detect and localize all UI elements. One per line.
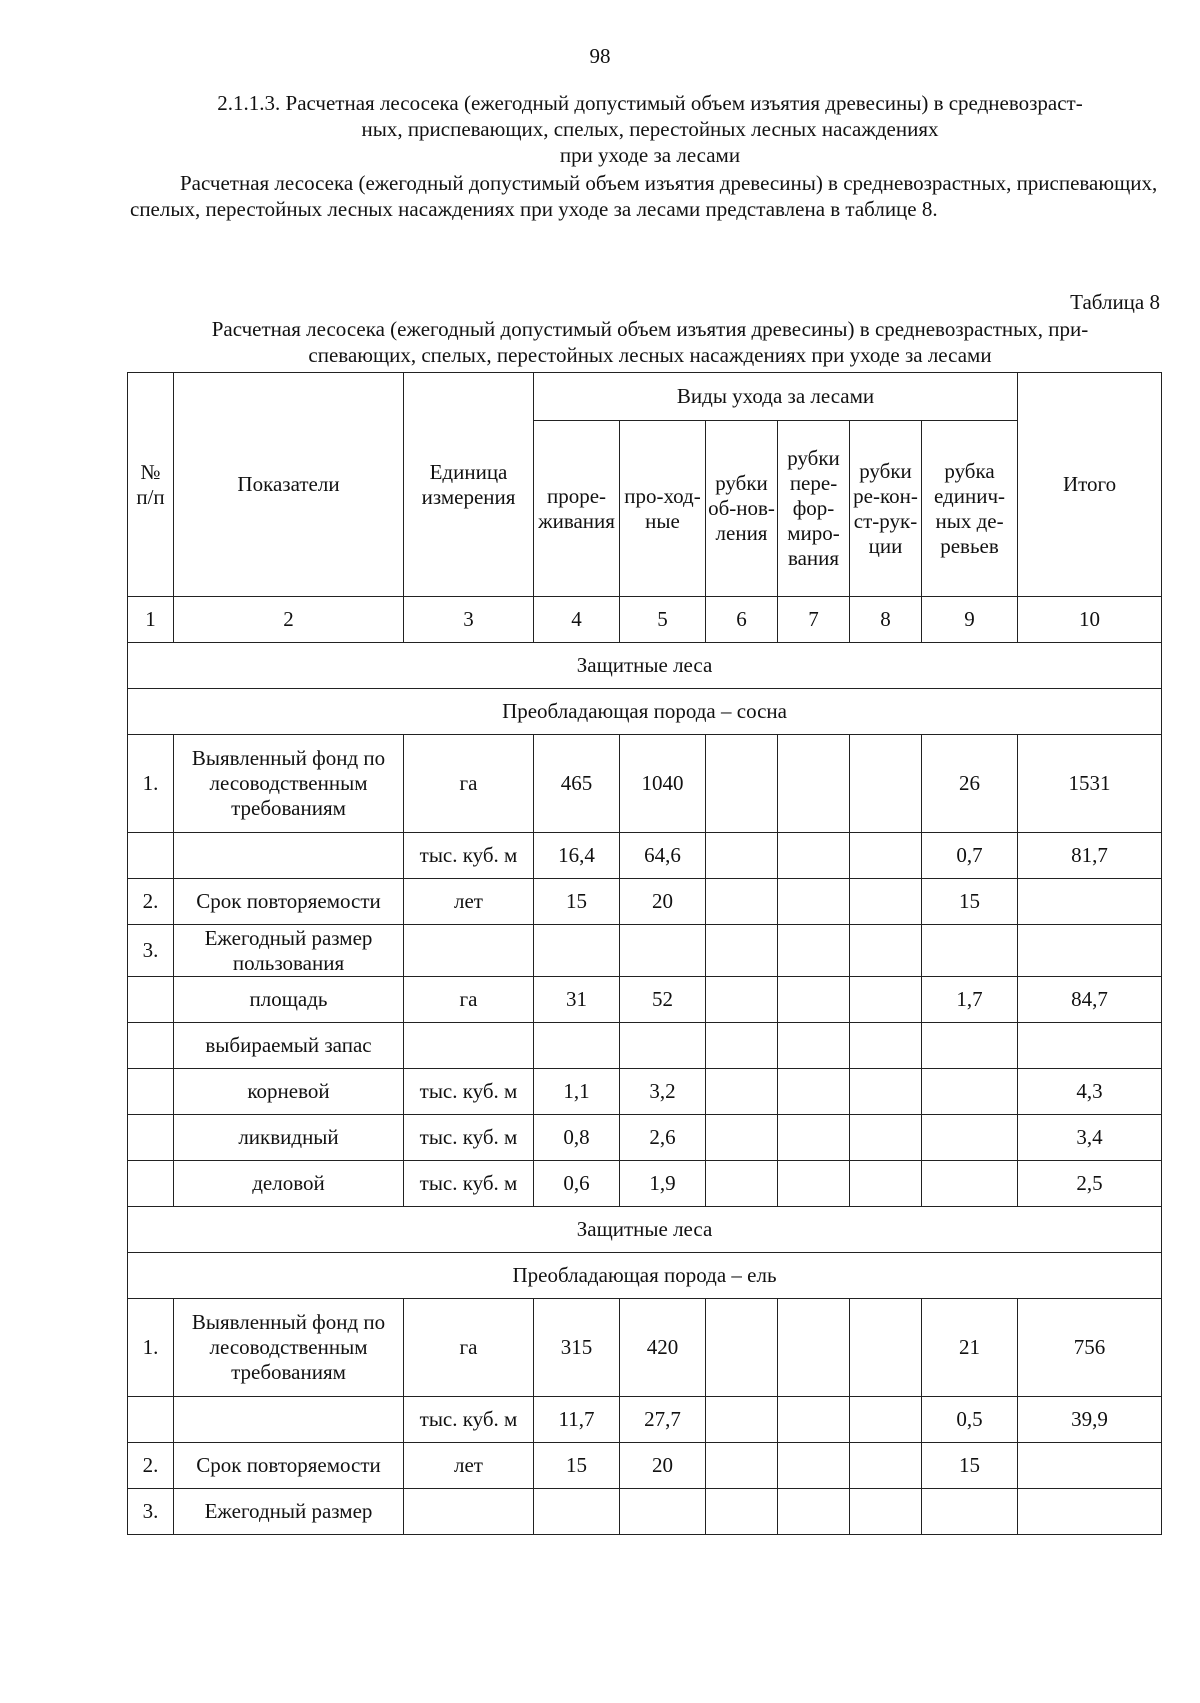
table-cell (850, 1299, 922, 1397)
table-body (128, 373, 1162, 1535)
header-renewal-cutting: рубки об-нов-ления (706, 421, 778, 597)
table-cell: 81,7 (1018, 833, 1162, 879)
table-cell: тыс. куб. м (404, 1161, 534, 1207)
table-cell (706, 1489, 778, 1535)
table-cell (850, 1489, 922, 1535)
table-cell (922, 1069, 1018, 1115)
header-row (128, 373, 1162, 421)
header-reformation-cutting: рубки пере-фор-миро-вания (778, 421, 850, 597)
header-unit: Единица измерения (404, 373, 534, 597)
section-row (128, 1207, 1162, 1253)
table-cell: 1. (128, 735, 174, 833)
section-species: Преобладающая порода – ель (128, 1253, 1162, 1299)
page-number: 98 (589, 44, 611, 68)
table-cell: 2,5 (1018, 1161, 1162, 1207)
header-care-types: Виды ухода за лесами (534, 373, 1018, 421)
table-cell (404, 1489, 534, 1535)
section-heading-line: 2.1.1.3. Расчетная лесосека (ежегодный допустимый объем изъятия древесины) в средневозраст- (217, 91, 1083, 115)
table-cell: тыс. куб. м (404, 833, 534, 879)
table-cell (778, 1443, 850, 1489)
table-cell: 11,7 (534, 1397, 620, 1443)
table-caption-line: Расчетная лесосека (ежегодный допустимый объем изъятия древесины) в средневозрастных, при- (211, 317, 1089, 341)
table-cell: Срок повторяемости (174, 1443, 404, 1489)
table-cell (778, 1299, 850, 1397)
table-cell: выбираемый запас (174, 1023, 404, 1069)
table-cell (706, 977, 778, 1023)
table-cell: 1. (128, 1299, 174, 1397)
table-caption (130, 316, 1170, 368)
section-forest-type: Защитные леса (128, 1207, 1162, 1253)
header-thinning: проре-живания (534, 421, 620, 597)
table-cell (174, 1397, 404, 1443)
section-species: Преобладающая порода – сосна (128, 689, 1162, 735)
table-cell: 1,1 (534, 1069, 620, 1115)
table-row (128, 1443, 1162, 1489)
table-cell: 0,7 (922, 833, 1018, 879)
table-cell (404, 925, 534, 977)
table-cell (620, 1489, 706, 1535)
table-cell: 420 (620, 1299, 706, 1397)
table-cell (706, 833, 778, 879)
table-cell: 4,3 (1018, 1069, 1162, 1115)
section-row (128, 689, 1162, 735)
table-label: Таблица 8 (1070, 290, 1160, 314)
section-forest-type: Защитные леса (128, 643, 1162, 689)
column-number: 4 (534, 597, 620, 643)
table-cell (1018, 1489, 1162, 1535)
section-row (128, 643, 1162, 689)
table-cell: 15 (922, 1443, 1018, 1489)
table-cell (778, 1161, 850, 1207)
table-cell: 756 (1018, 1299, 1162, 1397)
table-cell: 31 (534, 977, 620, 1023)
table-cell: 3,2 (620, 1069, 706, 1115)
section-heading-line: при уходе за лесами (559, 143, 741, 167)
table-row (128, 1397, 1162, 1443)
table-cell: га (404, 1299, 534, 1397)
table-cell: 26 (922, 735, 1018, 833)
table-cell (850, 977, 922, 1023)
table-row (128, 1489, 1162, 1535)
table-cell: Выявленный фонд по лесоводственным требованиям (174, 1299, 404, 1397)
table-cell: га (404, 977, 534, 1023)
table-cell (620, 1023, 706, 1069)
column-number: 9 (922, 597, 1018, 643)
column-number: 5 (620, 597, 706, 643)
table-cell: 1,9 (620, 1161, 706, 1207)
table-cell (706, 1115, 778, 1161)
table-cell (850, 925, 922, 977)
table-cell (922, 925, 1018, 977)
table-cell (706, 1161, 778, 1207)
table-cell (128, 1069, 174, 1115)
table-row (128, 1115, 1162, 1161)
table-cell: 0,6 (534, 1161, 620, 1207)
header-total: Итого (1018, 373, 1162, 597)
column-number: 3 (404, 597, 534, 643)
section-heading-line: ных, приспевающих, спелых, перестойных лесных насаждениях (361, 117, 939, 141)
table-cell (706, 925, 778, 977)
table-cell (922, 1161, 1018, 1207)
table-cell (778, 1069, 850, 1115)
table-cell (1018, 925, 1162, 977)
table-cell: 64,6 (620, 833, 706, 879)
table-cell (706, 1069, 778, 1115)
table-cell (174, 833, 404, 879)
table-cell (706, 1023, 778, 1069)
table-cell: деловой (174, 1161, 404, 1207)
table-cell (128, 1023, 174, 1069)
table-cell: 16,4 (534, 833, 620, 879)
table-cell (534, 1023, 620, 1069)
table-row (128, 925, 1162, 977)
table-cell: 3. (128, 925, 174, 977)
table-cell: площадь (174, 977, 404, 1023)
table-cell: 1040 (620, 735, 706, 833)
table-cell (850, 1069, 922, 1115)
table-cell: 1531 (1018, 735, 1162, 833)
table-cell: 20 (620, 879, 706, 925)
table-cell: 52 (620, 977, 706, 1023)
table-caption-line: спевающих, спелых, перестойных лесных насаждениях при уходе за лесами (308, 343, 992, 367)
table-cell: Срок повторяемости (174, 879, 404, 925)
table-cell (778, 879, 850, 925)
harvest-table (127, 372, 1162, 1535)
table-cell: 3,4 (1018, 1115, 1162, 1161)
table-cell: Ежегодный размер пользования (174, 925, 404, 977)
table-cell (778, 1489, 850, 1535)
table-cell: 2. (128, 879, 174, 925)
table-cell: га (404, 735, 534, 833)
table-cell: 27,7 (620, 1397, 706, 1443)
column-number: 6 (706, 597, 778, 643)
table-cell: 0,5 (922, 1397, 1018, 1443)
table-cell (850, 1023, 922, 1069)
body-paragraph: Расчетная лесосека (ежегодный допустимый объем изъятия древесины) в средневозрастных, приспевающих, спелых, перестойных лесных насаждениях при уходе за лесами представлена в таблице 8. (130, 171, 1158, 221)
table-row (128, 1069, 1162, 1115)
column-number: 10 (1018, 597, 1162, 643)
table-cell (850, 735, 922, 833)
table-cell: лет (404, 879, 534, 925)
table-cell (850, 879, 922, 925)
table-cell: корневой (174, 1069, 404, 1115)
table-cell: 84,7 (1018, 977, 1162, 1023)
table-row (128, 833, 1162, 879)
table-cell (534, 1489, 620, 1535)
table-cell (850, 1397, 922, 1443)
table-cell (706, 1299, 778, 1397)
table-cell (850, 1161, 922, 1207)
table-cell: 20 (620, 1443, 706, 1489)
table-cell (778, 1397, 850, 1443)
header-num: № п/п (128, 373, 174, 597)
table-row (128, 1161, 1162, 1207)
table-cell (922, 1115, 1018, 1161)
table-cell (850, 1115, 922, 1161)
table-cell: 15 (534, 879, 620, 925)
table-cell (620, 925, 706, 977)
table-cell (128, 1397, 174, 1443)
table-cell (778, 1023, 850, 1069)
table-cell: 15 (534, 1443, 620, 1489)
table-row (128, 735, 1162, 833)
header-reconstruction-cutting: рубки ре-кон-ст-рук-ции (850, 421, 922, 597)
column-number: 8 (850, 597, 922, 643)
column-number-row (128, 597, 1162, 643)
table-row (128, 977, 1162, 1023)
table-cell (128, 1161, 174, 1207)
table-cell (1018, 1443, 1162, 1489)
table-cell (128, 833, 174, 879)
column-number: 1 (128, 597, 174, 643)
table-cell (850, 1443, 922, 1489)
table-cell: тыс. куб. м (404, 1397, 534, 1443)
table-cell (778, 833, 850, 879)
section-row (128, 1253, 1162, 1299)
table-cell: Ежегодный размер (174, 1489, 404, 1535)
table-cell: 2. (128, 1443, 174, 1489)
table-cell (706, 1397, 778, 1443)
table-cell: ликвидный (174, 1115, 404, 1161)
table-cell (922, 1023, 1018, 1069)
table-cell (706, 735, 778, 833)
table-cell: 39,9 (1018, 1397, 1162, 1443)
table-cell: лет (404, 1443, 534, 1489)
column-number: 7 (778, 597, 850, 643)
table-row (128, 1299, 1162, 1397)
table-cell (922, 1489, 1018, 1535)
table-cell (778, 925, 850, 977)
column-number: 2 (174, 597, 404, 643)
table-cell (1018, 1023, 1162, 1069)
header-single-tree-cutting: рубка единич-ных де-ревьев (922, 421, 1018, 597)
table-cell: 15 (922, 879, 1018, 925)
table-cell (778, 1115, 850, 1161)
section-heading (130, 90, 1170, 168)
table-row (128, 879, 1162, 925)
table-cell: 1,7 (922, 977, 1018, 1023)
table-cell (1018, 879, 1162, 925)
table-cell: тыс. куб. м (404, 1069, 534, 1115)
table-cell: тыс. куб. м (404, 1115, 534, 1161)
table-cell (778, 735, 850, 833)
table-cell (128, 977, 174, 1023)
table-cell (850, 833, 922, 879)
table-cell: Выявленный фонд по лесоводственным требованиям (174, 735, 404, 833)
table-cell: 0,8 (534, 1115, 620, 1161)
table-cell: 315 (534, 1299, 620, 1397)
table-cell (706, 1443, 778, 1489)
table-cell: 2,6 (620, 1115, 706, 1161)
table-cell (534, 925, 620, 977)
table-cell: 3. (128, 1489, 174, 1535)
table-cell: 465 (534, 735, 620, 833)
table-cell (778, 977, 850, 1023)
table-cell: 21 (922, 1299, 1018, 1397)
header-indicators: Показатели (174, 373, 404, 597)
table-cell (404, 1023, 534, 1069)
table-cell (128, 1115, 174, 1161)
header-passage-cutting: про-ход-ные (620, 421, 706, 597)
table-cell (706, 879, 778, 925)
table-row (128, 1023, 1162, 1069)
